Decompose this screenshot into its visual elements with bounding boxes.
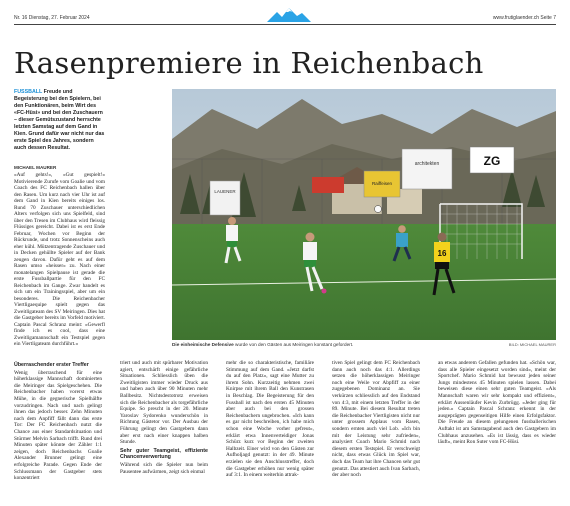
column-text-continued: Während sich die Spieler nun beim Pausentee aufwärmen, zeigt sich einmal xyxy=(120,461,208,475)
column-text: tiven Spiel gelingt dem FC Reichenbach dann auch noch das 4:1. Allerdings setzen die höherklassigen Meiringer noch eine Weile vor Abpfiff zu einer zugegebenen Dominanz an. Sie verkürzen schliesslich auf den Endstand von 4:3, mit einem letzten Treffer in der 89. Minute. Bei diesem Resultat treten die Reichenbacher Viertligisten nicht nur unter grossem Applaus vom Rasen, sondern ernten auch viel Lob. «Ich bin mit der Leistung sehr zufrieden», analysiert Coach Mario Schmid nach diesem ersten Testspiel. Er verschweigt nicht, dass etwas Glück im Spiel war, doch das Team hat ihre Chancen sehr gut genutzt. Das attestiert auch Ivan Sarbach, der aber noch xyxy=(332,360,420,479)
photo-credit: BILD: MICHAEL MAURER xyxy=(508,342,556,347)
lead-text: Freude und Begeisterung bei den Spielern, bei den Funktionären, beim Wirt des «FC-Hüsi» und bei den Zuschauern – dieser Gemütszustand herrschte letzten Samstag auf dem Gand in Kien. Grund dafür war nicht nur das erste Spiel des Jahres, sondern auch dessen Resultat. xyxy=(14,89,105,151)
article-column-1 xyxy=(14,360,102,482)
website-page-info: www.frutiglaender.ch Seite 7 xyxy=(492,15,556,21)
column-subhead: Sehr guter Teamgeist, effiziente Chancenverwertung xyxy=(120,447,208,461)
article-column-5 xyxy=(438,360,556,446)
shirt-number: 16 xyxy=(437,249,447,258)
author-byline: MICHAEL MAURER xyxy=(14,165,57,170)
banner-lauener: LAUENER xyxy=(214,189,236,194)
article-headline: Rasenpremiere in Reichenbach xyxy=(14,46,484,80)
football-ball xyxy=(375,206,382,213)
intro-paragraph: «Auf gehts!», «Gut gespielt!» Motivierende Zurufe vom Goalie und vom Coach des FC Reichenbach hallen über den Rasen. Um kurz nach vier Uhr ist auf dem Gand in Kien bereits einiges los. Rund 70 Zuschauer unterschiedlichen Alters verfolgen sich uns Spielfeld, sind über den Tresen im Clubhaus wird fleissig Flüssiges gereicht. Dabei ist es erst Ende Februar, Wochen vor Beginn der Rückrunde, und trotz Sonnenscheins auch eher kühl. Mützentragende Zuschauer und in Decken gehüllte Spieler auf der Bank zeugen davon. Dafür geht es auf dem Rasen umso «heisser» zu. Nach einer monatelangen Spielpause ist gerade die erste Fussballpartie für den FC Reichenbach im Gange. Zwar handelt es sich um ein Trainingsspiel, aber um ein besonderes. Die Reichenbacher Viertligaequipe spielt gegen das Zweitligateam des SV Meiringen. Dies hat die Gastgeber bereits im Vorfeld motiviert. Captain Pascal Schranz meint: «Gewerfl finde ich es cool, dass eine Zweitligamannschaft ein Testspiel gegen ein Viertligateam durchführt.» xyxy=(14,172,105,347)
photo-caption xyxy=(172,342,556,347)
column-text: an etwas anderem Gefallen gefunden hat. «Schön war, dass alle Spieler eingesetzt worden sind», meint der Sportchef. Mario Schmid hat bewusst jeden seiner Jungs mindestens 45 Minuten spielen lassen. Dabei beweisen diese einen sehr guten Teamgeist. «Als Mannschaft waren wir sehr kompakt und effizient», erklärt Aussenläufer Kevin Zurbrügg. «Jeder ging für jeden.» Captain Pascal Schranz erkennt in der ausgeprägten gegenseitigen Hilfe einen Erfolgsfaktor. Die Freude an diesem gelungenen fussballerischen Auftakt ist am Samstagabend auch den Gastgebern im Clubhaus anzusehen. «Es ist lässig, dass es wieder läuft», meint Ron Suter vom FC-Hüsi. xyxy=(438,360,556,446)
banner-zg: ZG xyxy=(483,154,501,168)
caption-bold: Die einheimische Defensive xyxy=(172,342,234,347)
banner-architekten: architekten xyxy=(414,161,440,167)
article-lead xyxy=(14,89,105,152)
article-column-2 xyxy=(120,360,208,475)
banner-raiffeisen: Raiffeisen xyxy=(372,181,392,186)
mountain-logo-icon xyxy=(267,8,311,22)
caption-text: wurde von den Gästen aus Meiringen konstant gefordert. xyxy=(233,342,354,347)
column-text: mehr die so charakteristische, familiäre Stimmung auf dem Gand. «Jetzt darfst du auf den Platz», sagt eine Mutter zu ihrem Sohn. Kurzzeitig nehmen zwei Knirpse mit ihrem Ball den Kunstrasen in Beschlag. Die Begeisterung für den Fussball ist nach den ersten 45 Minuten aber auch bei den grossen Reichenbachern ungebrochen. «Ich kann es gar nicht beschreiben, ich habe mich schon eine Woche vorher gefreut», erklärt etwa Innenverteidiger Jonas Schürz kurz vor Beginn der zweiten Halbzeit. Einer wird von den Gästen zur Aufholjagd genutzt: in der 49. Minute erzielen sie den Anschlusstreffer, doch die Gastgeber erhöhen nur wenig später auf 3:1. In einem weiterhin attrak- xyxy=(226,360,314,479)
column-text: triert und auch mit spürbarer Motivation agiert, entschärft einige gefährliche Situationen. Schliesslich üben die Zweitligisten immer wieder Druck aus und haben auch über 90 Minuten mehr Ballbesitz. Nichtsdestotrotz erweisen sich die Reichenbacher als torgefährliche Equipe. So prescht in der 20. Minute Yaroslav Sydorenko wunderschön in Richtung Gästetor vor. Der Ausbau der Führung gelingt den Gastgebern dann aber erst nach einer knappen halben Stunde. xyxy=(120,360,208,446)
football-photo xyxy=(172,89,556,340)
lead-kicker: FUSSBALL xyxy=(14,89,43,95)
column-subhead: Überraschender erster Treffer xyxy=(14,362,89,368)
column-text: Wenig überraschend für eine höherklassige Mannschaft dominierten die Meiringer das Spielgeschehen. Die Reichenbacher haben vorerst etwas Mühe, in die gegnerische Spielhälfte vorzudringen. Nach und nach gelingt ihnen das jedoch besser. Zehn Minuten nach dem Anpfiff fällt dann das erste Tor: Der FC Reichenbach nutzt die Chance aus einer Standardsituation und Stürmer Melvin Sarbach trifft. Rund drei Minuten später könnte der Zähler 1:1 zeigen, doch Reichenbachs Goalie Alexander Brunner gelingt eine erfolgreiche Parade. Gegen Ende der Schlussmann der Gastgeber stets konzentriert xyxy=(14,369,102,482)
issue-info: Nr. 16 Dienstag, 27. Februar 2024 xyxy=(14,15,90,21)
header-rule xyxy=(14,24,556,25)
article-column-4 xyxy=(332,360,420,479)
article-column-3 xyxy=(226,360,314,479)
page-header xyxy=(14,6,556,24)
